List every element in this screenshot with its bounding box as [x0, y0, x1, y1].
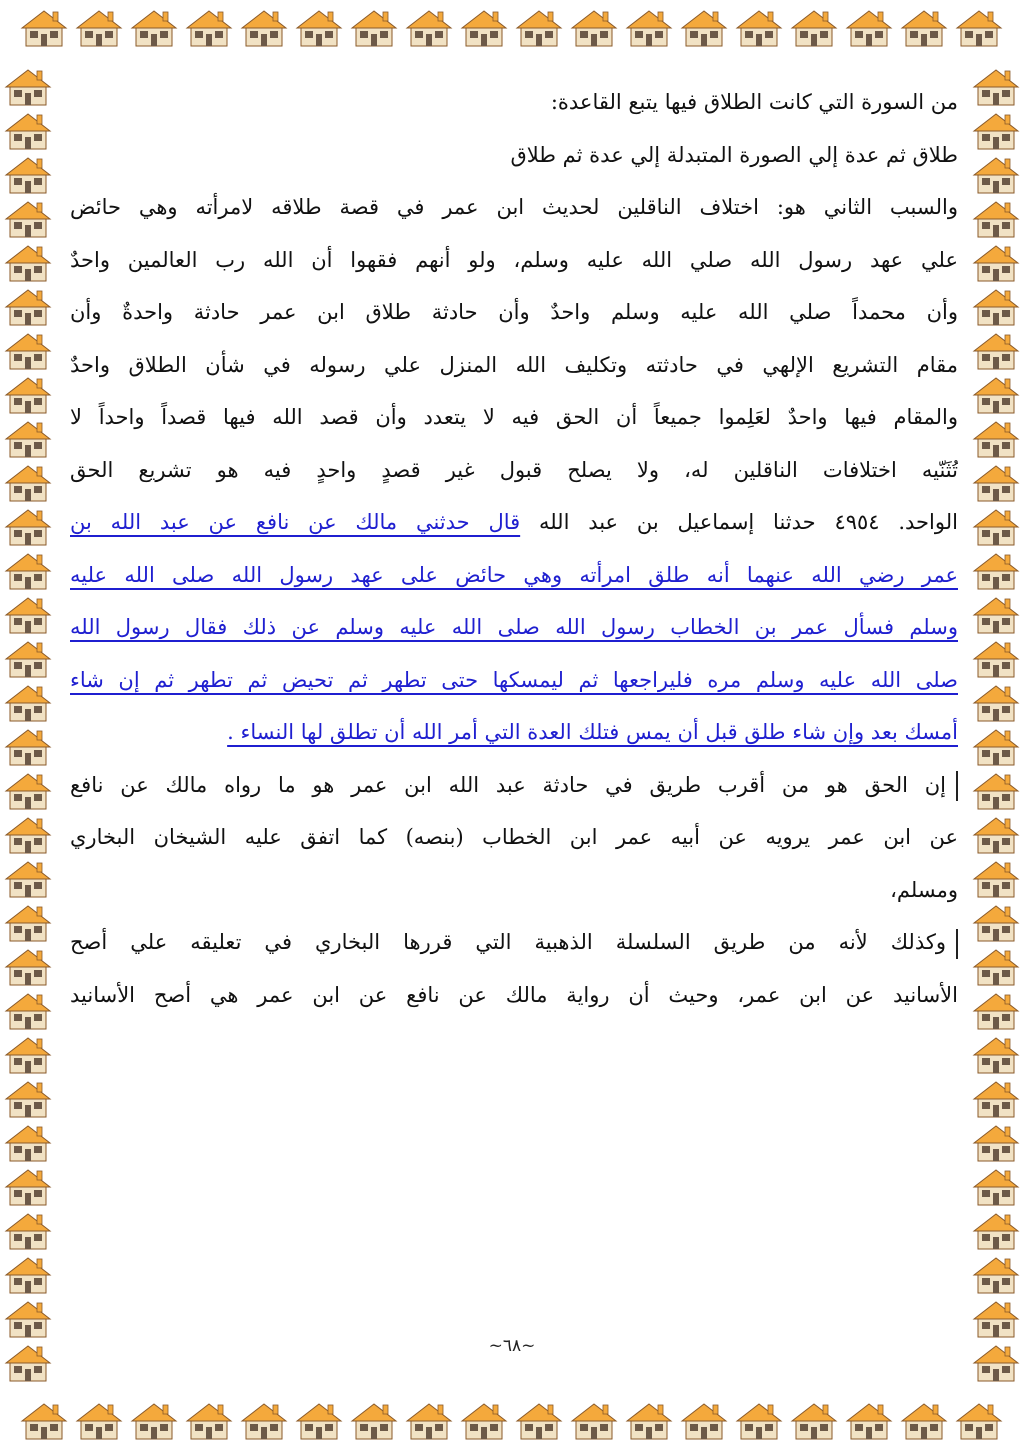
text-line: تُثَنّيه اختلافات الناقلين له، ولا يصلح قبول غير قصدٍ واحدٍ فيه هو تشريع الحق: [70, 457, 958, 482]
document-body: [70, 76, 958, 1021]
house-icon: [4, 857, 52, 901]
house-icon: [972, 1033, 1020, 1077]
house-icon: [4, 1297, 52, 1341]
house-icon: [4, 725, 52, 769]
house-icon: [4, 637, 52, 681]
text-line: والسبب الثاني هو: اختلاف الناقلين لحديث ابن عمر في قصة طلاقه لامرأته وهي حائض: [70, 195, 958, 219]
house-icon: [972, 1253, 1020, 1297]
house-icon: [972, 1297, 1020, 1341]
page-number: ~٦٨~: [488, 1336, 536, 1356]
text-fragment: الواحد.: [898, 510, 958, 534]
house-icon: [972, 373, 1020, 417]
text-fragment: إن الحق هو من أقرب طريق في حادثة عبد الله ابن عمر هو ما رواه مالك عن نافع: [70, 772, 946, 797]
house-icon: [4, 593, 52, 637]
hadith-text: عمر رضي الله عنهما أنه طلق امرأته وهي حائض على عهد رسول الله صلى الله عليه: [70, 562, 958, 587]
house-icon: [735, 6, 783, 50]
house-icon: [240, 6, 288, 50]
house-icon: [972, 461, 1020, 505]
house-icon: [350, 1399, 398, 1443]
house-icon: [4, 109, 52, 153]
house-icon: [972, 285, 1020, 329]
text-line: عن ابن عمر يرويه عن أبيه عمر ابن الخطاب (بنصه) كما اتفق عليه الشيخان البخاري: [70, 825, 958, 849]
house-icon: [515, 1399, 563, 1443]
house-icon: [185, 1399, 233, 1443]
house-icon: [972, 813, 1020, 857]
house-icon: [972, 241, 1020, 285]
house-icon: [515, 6, 563, 50]
text-line: علي عهد رسول الله صلي الله عليه وسلم، ولو أنهم فقهوا أن الله رب العالمين واحدٌ: [70, 247, 958, 272]
house-icon: [972, 681, 1020, 725]
house-icon: [972, 153, 1020, 197]
house-icon: [972, 1165, 1020, 1209]
house-icon: [75, 6, 123, 50]
house-icon: [972, 329, 1020, 373]
house-icon: [460, 6, 508, 50]
house-icon: [972, 769, 1020, 813]
hadith-text: قال حدثني مالك عن نافع عن عبد الله بن: [70, 510, 521, 534]
text-line: الأسانيد عن ابن عمر، وحيث أن رواية مالك عن نافع عن ابن عمر هي أصح الأسانيد: [70, 982, 958, 1007]
house-icon: [680, 1399, 728, 1443]
text-line: [70, 496, 958, 549]
house-icon: [4, 769, 52, 813]
house-icon: [570, 1399, 618, 1443]
house-icon: [972, 989, 1020, 1033]
hadith-text: أمسك بعد وإن شاء طلق قبل أن يمس فتلك العدة التي أمر الله أن تطلق لها النساء .: [227, 720, 958, 744]
house-icon: [845, 6, 893, 50]
house-icon: [4, 461, 52, 505]
text-line: وأن محمداً صلي الله عليه وسلم واحدٌ وأن حادثة طلاق ابن عمر حادثة واحدةٌ وأن: [70, 300, 958, 324]
house-icon: [972, 945, 1020, 989]
text-fragment: حدثنا إسماعيل بن عبد الله: [538, 510, 816, 534]
house-icon: [4, 1253, 52, 1297]
text-line: [70, 916, 958, 969]
text-line: ومسلم،: [890, 877, 958, 902]
house-icon: [75, 1399, 123, 1443]
house-icon: [845, 1399, 893, 1443]
house-icon: [972, 505, 1020, 549]
house-icon: [4, 65, 52, 109]
house-icon: [4, 285, 52, 329]
margin-bar: [956, 929, 958, 959]
house-icon: [972, 857, 1020, 901]
house-icon: [295, 6, 343, 50]
house-icon: [972, 637, 1020, 681]
house-icon: [570, 6, 618, 50]
house-icon: [972, 593, 1020, 637]
hadith-line: [70, 654, 958, 707]
house-icon: [4, 241, 52, 285]
hadith-number: ٤٩٥٤: [834, 510, 880, 534]
house-icon: [350, 6, 398, 50]
house-icon: [972, 725, 1020, 769]
house-icon: [130, 1399, 178, 1443]
page-border-left: [0, 56, 56, 1393]
house-icon: [4, 197, 52, 241]
hadith-text: صلى الله عليه وسلم مره فليراجعها ثم ليمسكها حتى تطهر ثم تحيض ثم تطهر ثم إن شاء: [70, 667, 958, 692]
house-icon: [130, 6, 178, 50]
house-icon: [790, 1399, 838, 1443]
house-icon: [4, 1165, 52, 1209]
text-line: والمقام فيها واحدٌ لعَلِموا جميعاً أن الحق فيه لا يتعدد وأن قصد الله فيها قصداً واحداً لا: [70, 405, 958, 429]
house-icon: [955, 6, 1003, 50]
house-icon: [4, 373, 52, 417]
house-icon: [4, 1077, 52, 1121]
house-icon: [735, 1399, 783, 1443]
house-icon: [4, 989, 52, 1033]
house-icon: [972, 197, 1020, 241]
hadith-line: [70, 601, 958, 654]
house-icon: [4, 549, 52, 593]
house-icon: [4, 153, 52, 197]
text-fragment: وكذلك لأنه من طريق السلسلة الذهبية التي قررها البخاري في تعليقه علي أصح: [70, 930, 946, 954]
house-icon: [4, 1209, 52, 1253]
house-icon: [625, 1399, 673, 1443]
page-border-top: [0, 0, 1024, 56]
house-icon: [4, 901, 52, 945]
house-icon: [680, 6, 728, 50]
house-icon: [972, 549, 1020, 593]
page-border-right: [968, 56, 1024, 1393]
house-icon: [972, 1121, 1020, 1165]
house-icon: [4, 1033, 52, 1077]
house-icon: [405, 6, 453, 50]
house-icon: [4, 813, 52, 857]
text-line: من السورة التي كانت الطلاق فيها يتبع القاعدة:: [550, 90, 958, 114]
hadith-text: وسلم فسأل عمر بن الخطاب رسول الله صلى الله عليه وسلم عن ذلك فقال رسول الله: [70, 615, 958, 639]
house-icon: [972, 417, 1020, 461]
text-line: [70, 759, 958, 812]
house-icon: [972, 109, 1020, 153]
text-line: مقام التشريع الإلهي في حادثته وتكليف الله المنزل علي رسوله في شأن الطلاق واحدٌ: [70, 352, 958, 377]
house-icon: [972, 1077, 1020, 1121]
house-icon: [972, 1209, 1020, 1253]
house-icon: [4, 945, 52, 989]
house-icon: [295, 1399, 343, 1443]
hadith-line: [70, 549, 958, 602]
house-icon: [4, 681, 52, 725]
house-icon: [955, 1399, 1003, 1443]
house-icon: [972, 901, 1020, 945]
margin-bar: [956, 771, 958, 801]
house-icon: [4, 1121, 52, 1165]
house-icon: [790, 6, 838, 50]
house-icon: [405, 1399, 453, 1443]
house-icon: [900, 1399, 948, 1443]
house-icon: [240, 1399, 288, 1443]
house-icon: [4, 329, 52, 373]
text-line: طلاق ثم عدة إلي الصورة المتبدلة إلي عدة ثم طلاق: [510, 142, 958, 167]
house-icon: [20, 1399, 68, 1443]
house-icon: [185, 6, 233, 50]
house-icon: [4, 417, 52, 461]
house-icon: [460, 1399, 508, 1443]
house-icon: [20, 6, 68, 50]
house-icon: [972, 65, 1020, 109]
house-icon: [4, 505, 52, 549]
house-icon: [900, 6, 948, 50]
hadith-line: [70, 706, 958, 759]
page-border-bottom: [0, 1393, 1024, 1449]
house-icon: [625, 6, 673, 50]
